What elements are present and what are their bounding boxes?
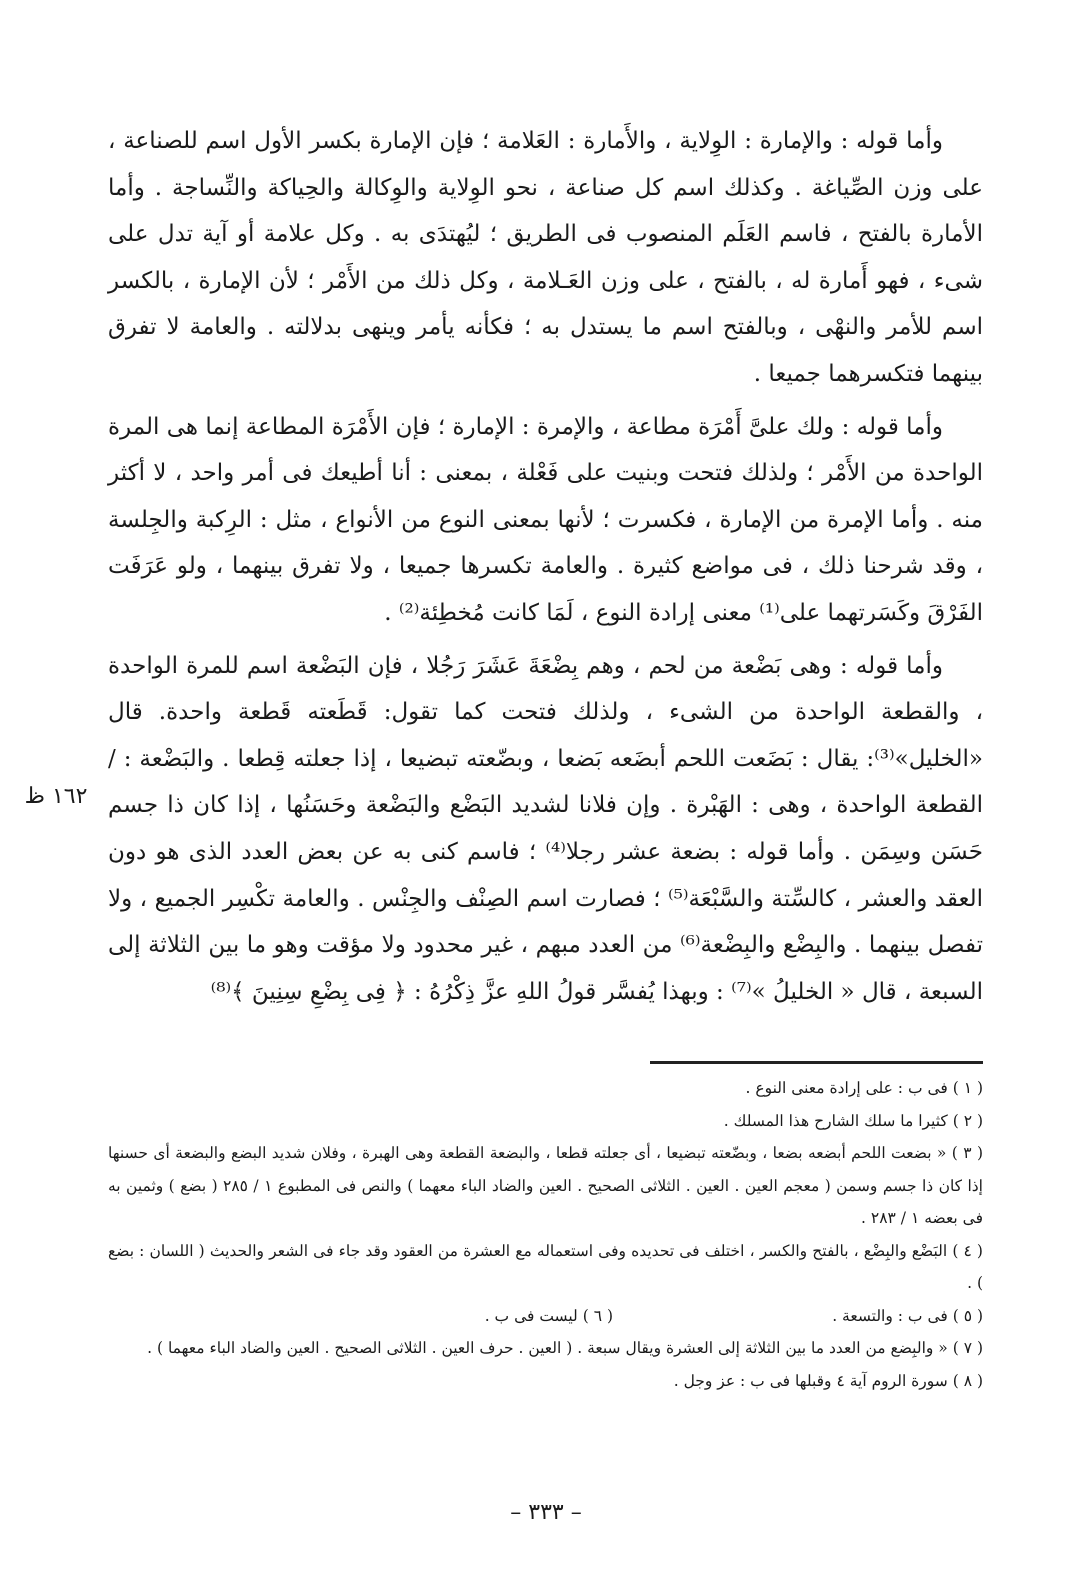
footnotes (108, 1072, 983, 1397)
page-number: – ٣٣٣ – (510, 1500, 582, 1525)
footnote-6: ( ٦ ) ليست فى ب . (484, 1306, 613, 1325)
footnote-row-5-6 (108, 1300, 983, 1333)
paragraph-1: وأما قوله : والإمارة : الوِلاية ، والأَمارة : العَلامة ؛ فإن الإمارة بكسر الأول اسم للصناعة ، على وزن الصِّياغة . وكذلك اسم كل صناعة ، نحو الوِلاية والوِكالة والحِياكة والنِّساجة . وأما الأمارة بالفتح ، فاسم العَلَم المنصوب فى الطريق ؛ ليُهتدَى به . وكل علامة أو آية تدل على شىء ، فهو أَمارة له ، بالفتح ، على وزن العَـلامة ، وكل ذلك من الأَمْر ؛ لأن الإمارة ، بالكسر اسم للأمر والنهْى ، وبالفتح اسم ما يستدل به ؛ فكأنه يأمر وينهى بدلالته . والعامة لا تفرق بينهما فتكسرهما جميعا . (108, 128, 983, 387)
paragraph-2: وأما قوله : ولك علىَّ أَمْرَة مطاعة ، والإمرة : الإمارة ؛ فإن الأَمْرَة المطاعة إنما هى المرة الواحدة من الأَمْر ؛ ولذلك فتحت وبنيت على فَعْلة ، بمعنى : أنا أطيعك فى أمر واحد ، لا أكثر منه . وأما الإمرة من الإمارة ، فكسرت ؛ لأنها بمعنى النوع من الأنواع ، مثل : الرِكبة والجِلسة ، وقد شرحنا ذلك ، فى مواضع كثيرة . والعامة تكسرها جميعا ، ولا تفرق بينهما ، ولو عَرَفَت الفَرْقَ وكَسَرتهما على⁽¹⁾ معنى إرادة النوع ، لَمَا كانت مُخطِئة⁽²⁾ . (108, 413, 983, 626)
main-text (108, 118, 983, 1021)
footnote-8: ( ٨ ) سورة الروم آية ٤ وقبلها فى ب : عز وجل . (673, 1371, 983, 1390)
paragraph-3: وأما قوله : وهى بَضْعة من لحم ، وهم بِضْعَةَ عَشَرَ رَجُلا ، فإن البَضْعة اسم للمرة الواحدة ، والقطعة الواحدة من الشىء ، ولذلك فتحت كما تقول: قَطَعته قَطعة واحدة. قال «الخليل»⁽³⁾: يقال : بَضَعت اللحم أبضَعه بَضعا ، وبضّعته تبضيعا ، إذا جعلته قِطعا . والبَضْعة : / القطعة الواحدة ، وهى : الهَبْرة . وإن فلانا لشديد البَضْع والبَضْعة وحَسَنُها ، إذا كان ذا جسم حَسَن وسِمَن . وأما قوله : بضعة عشر رجلا⁽⁴⁾ ؛ فاسم كنى به عن بعض العدد الذى هو دون العقد والعشر ، كالسِّتة والسَّبْعَة⁽⁵⁾ ؛ فصارت اسم الصِنْف والجِنْس . والعامة تكْسِر الجميع ، ولا تفصل بينهما . والبِضْع والبِضْعة⁽⁶⁾ من العدد مبهم ، غير محدود ولا مؤقت وهو ما بين الثلاثة إلى السبعة ، قال « الخليلُ »⁽⁷⁾ : وبهذا يُفسَّر قولُ اللهِ عزَّ ذِكْرُهُ : ﴿ فِى بِضْعِ سِنِينَ ﴾⁽⁸⁾ (108, 652, 983, 1005)
footnote-separator (650, 1061, 983, 1064)
margin-folio-note: ١٦٢ ظ (24, 784, 88, 809)
footnote-2: ( ٢ ) كثيرا ما سلك الشارح هذا المسلك . (723, 1111, 983, 1130)
footnote-7: ( ٧ ) « والبِضع من العدد ما بين الثلاثة إلى العشرة ويقال سبعة . ( العين . حرف العين . الثلاثى الصحيح . العين والضاد الباء معهما ) . (147, 1339, 983, 1357)
footnote-3: ( ٣ ) « بضعت اللحم أبضعه بضعا ، وبضّعته تبضيعا ، أى جعلته قطعا ، والبضعة القطعة وهى الهبرة ، وفلان شديد البضع والبضعة أى حسنها إذا كان ذا جسم وسمن ( معجم العين . العين . الثلاثى الصحيح . العين والضاد الباء معهما ) والنص فى المطبوع ١ / ٢٨٥ ( بضع ) وثمين به فى بعضه ١ / ٢٨٣ . (108, 1144, 983, 1227)
footnote-1: ( ١ ) فى ب : على إرادة معنى النوع . (745, 1079, 983, 1097)
footnote-5: ( ٥ ) فى ب : والتسعة . (832, 1306, 983, 1325)
footnote-4: ( ٤ ) البَضْع والبِضْع ، بالفتح والكسر ، اختلف فى تحديده وفى استعماله مع العشرة من العقود وقد جاء فى الشعر والحديث ( اللسان : بضع ) . (108, 1241, 983, 1292)
